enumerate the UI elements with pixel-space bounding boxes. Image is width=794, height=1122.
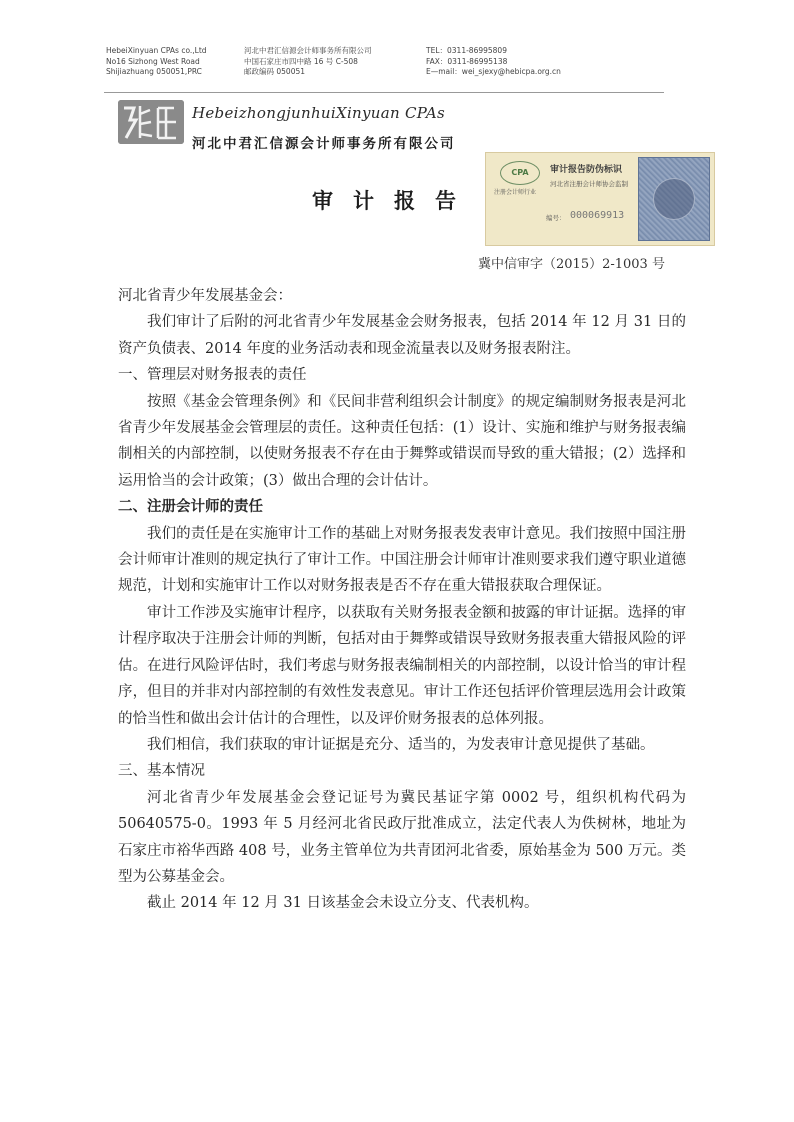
management-responsibility-paragraph: 按照《基金会管理条例》和《民间非营利组织会计制度》的规定编制财务报表是河北省青少年发展基金会管理层的责任。这种责任包括：(1）设计、实施和维护与财务报表编制相关的内部控制，以使财务报表不存在由于舞弊或错误而导致的重大错报；(2）选择和运用恰当的会计政策；(3）做出合理的会计估计。 [118,393,686,489]
hologram-emblem-icon [653,178,695,220]
firm-logo-icon [118,100,184,144]
audit-evidence-paragraph: 我们相信，我们获取的审计证据是充分、适当的，为发表审计意见提供了基础。 [147,736,655,753]
letterhead-email: E—mail：wei_sjexy@hebicpa.org.cn [426,67,561,76]
section-heading: 一、管理层对财务报表的责任 [118,367,307,384]
report-body [118,283,686,917]
letterhead-en-line: Shijiazhuang 050051,PRC [106,67,202,76]
branch-info-paragraph: 截止 2014 年 12 月 31 日该基金会未设立分支、代表机构。 [147,895,539,912]
firm-name-chinese: 河北中君汇信源会计师事务所有限公司 [192,136,456,152]
letterhead-fax: FAX：0311-86995138 [426,56,508,66]
letterhead-tel: TEL：0311-86995809 [426,46,507,55]
cpa-logo-caption: 注册会计师行业 [494,189,537,196]
letterhead-chinese [244,46,372,78]
basic-info-paragraph: 河北省青少年发展基金会登记证号为冀民基证字第 0002 号，组织机构代码为 50640575-0。1993 年 5 月经河北省民政厅批准成立，法定代表人为佚树林，地址为石家庄市裕华西路 408 号，业务主管单位为共青团河北省委，原始基金为 500 万元。类型为公募基金会。 [118,789,686,885]
report-title: 审计报告 [312,189,476,213]
hologram-seal-icon [638,157,710,241]
auditor-responsibility-paragraph: 我们的责任是在实施审计工作的基础上对财务报表发表审计意见。我们按照中国注册会计师审计准则的规定执行了审计工作。中国注册会计师审计准则要求我们遵守职业道德规范，计划和实施审计工作以对财务报表是否不存在重大错报获取合理保证。 [118,525,686,595]
anti-counterfeit-label [485,152,715,246]
letterhead-en-line: No16 Sizhong West Road [106,56,200,66]
label-subtitle: 河北省注册会计师协会监制 [550,180,628,188]
section-heading: 三、基本情况 [118,763,205,780]
section-heading: 二、注册会计师的责任 [118,499,263,516]
cpa-logo-icon: CPA [500,161,540,185]
letterhead-contact [426,46,561,78]
label-title: 审计报告防伪标识 [550,165,623,175]
letterhead-divider [104,92,664,93]
letterhead-cn-line: 邮政编码 050051 [244,67,306,76]
firm-name-english: HebeizhongjunhuiXinyuan CPAs [192,104,445,122]
label-number-caption: 编号： [546,214,566,222]
letterhead-cn-line: 中国石家庄市四中路 16 号 C-508 [244,56,358,66]
letterhead-en-line: HebeiXinyuan CPAs co.,Ltd [106,46,207,55]
intro-paragraph: 我们审计了后附的河北省青少年发展基金会财务报表，包括 2014 年 12 月 31 日的资产负债表、2014 年度的业务活动表和现金流量表以及财务报表附注。 [118,314,686,357]
audit-procedures-paragraph: 审计工作涉及实施审计程序，以获取有关财务报表金额和披露的审计证据。选择的审计程序取决于注册会计师的判断，包括对由于舞弊或错误导致财务报表重大错报风险的评估。在进行风险评估时，我们考虑与财务报表编制相关的内部控制，以设计恰当的审计程序，但目的并非对内部控制的有效性发表意见。审计工作还包括评价管理层选用会计政策的恰当性和做出会计估计的合理性，以及评价财务报表的总体列报。 [118,604,686,727]
letterhead-cn-line: 河北中君汇信源会计师事务所有限公司 [244,46,372,55]
letterhead-english [106,46,207,78]
label-serial-number: 000069913 [570,210,625,221]
addressee: 河北省青少年发展基金会： [118,288,292,304]
report-reference-number: 冀中信审字（2015）2-1003 号 [478,257,665,272]
